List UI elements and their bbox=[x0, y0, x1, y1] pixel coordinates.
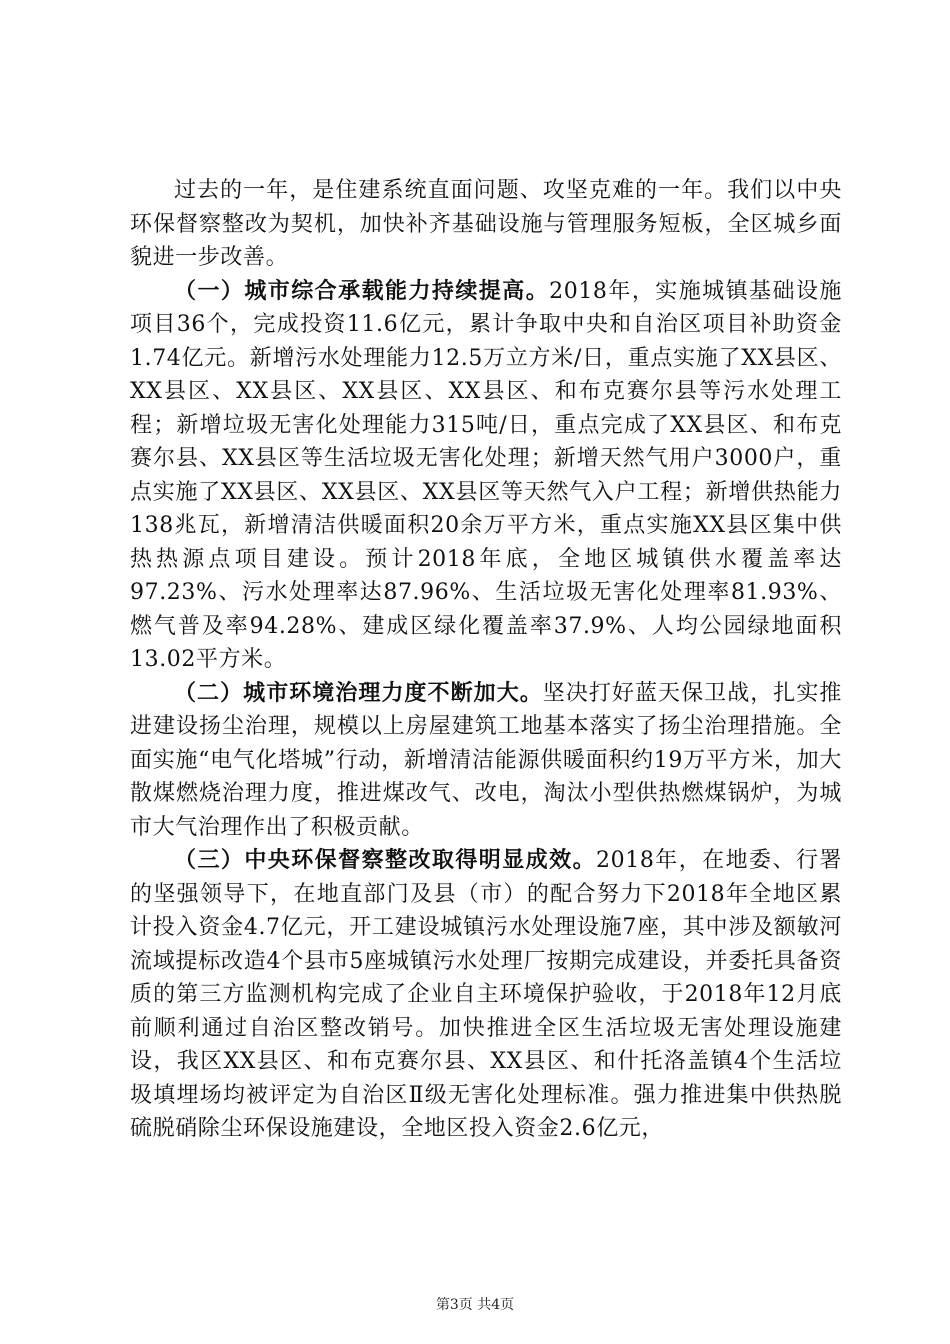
paragraph-heading: （三）中央环保督察整改取得明显成效。 bbox=[174, 848, 597, 873]
paragraph-text: 2018年，实施城镇基础设施项目36个，完成投资11.6亿元，累计争取中央和自治区项目补助资金1.74亿元。新增污水处理能力12.5万立方米/日，重点实施了XX县区、XX县区、XX县区、XX县区、XX县区、和布克赛尔县等污水处理工程；新增垃圾无害化处理能力315吨/日，重点完成了XX县区、和布克赛尔县、XX县区等生活垃圾无害化处理；新增天然气用户3000户，重点实施了XX县区、XX县区、XX县区等天然气入户工程；新增供热能力138兆瓦，新增清洁供暖面积20余万平方米，重点实施XX县区集中供热热源点项目建设。预计2018年底，全地区城镇供水覆盖率达97.23%、污水处理率达87.96%、生活垃圾无害化处理率81.93%、燃气普及率94.28%、建成区绿化覆盖率37.9%、人均公园绿地面积13.02平方米。 bbox=[130, 278, 842, 672]
paragraph-intro bbox=[130, 174, 842, 275]
paragraph-text: 过去的一年，是住建系统直面问题、攻坚克难的一年。我们以中央环保督察整改为契机，加快补齐基础设施与管理服务短板，全区城乡面貌进一步改善。 bbox=[130, 178, 842, 270]
paragraph-section-1 bbox=[130, 275, 842, 677]
paragraph-section-2 bbox=[130, 677, 842, 845]
paragraph-section-3 bbox=[130, 844, 842, 1146]
paragraph-heading: （一）城市综合承载能力持续提高。 bbox=[174, 278, 550, 304]
page-number-footer: 第3页 共4页 bbox=[435, 1297, 515, 1313]
paragraph-text: 2018年，在地委、行署的坚强领导下，在地直部门及县（市）的配合努力下2018年全地区累计投入资金4.7亿元，开工建设城镇污水处理设施7座，其中涉及额敏河流域提标改造4个县市5座城镇污水处理厂按期完成建设，并委托具备资质的第三方监测机构完成了企业自主环境保护验收，于2018年12月底前顺利通过自治区整改销号。加快推进全区生活垃圾无害处理设施建设，我区XX县区、和布克赛尔县、XX县区、和什托洛盖镇4个生活垃圾填埋场均被评定为自治区Ⅱ级无害化处理标准。强力推进集中供热脱硫脱硝除尘环保设施建设，全地区投入资金2.6亿元， bbox=[130, 848, 842, 1141]
document-body bbox=[130, 174, 842, 1146]
paragraph-text: 坚决打好蓝天保卫战，扎实推进建设扬尘治理，规模以上房屋建筑工地基本落实了扬尘治理措施。全面实施“电气化塔城”行动，新增清洁能源供暖面积约19万平方米，加大散煤燃烧治理力度，推进煤改气、改电，淘汰小型供热燃煤锅炉，为城市大气治理作出了积极贡献。 bbox=[130, 680, 842, 840]
paragraph-heading: （二）城市环境治理力度不断加大。 bbox=[174, 680, 543, 706]
